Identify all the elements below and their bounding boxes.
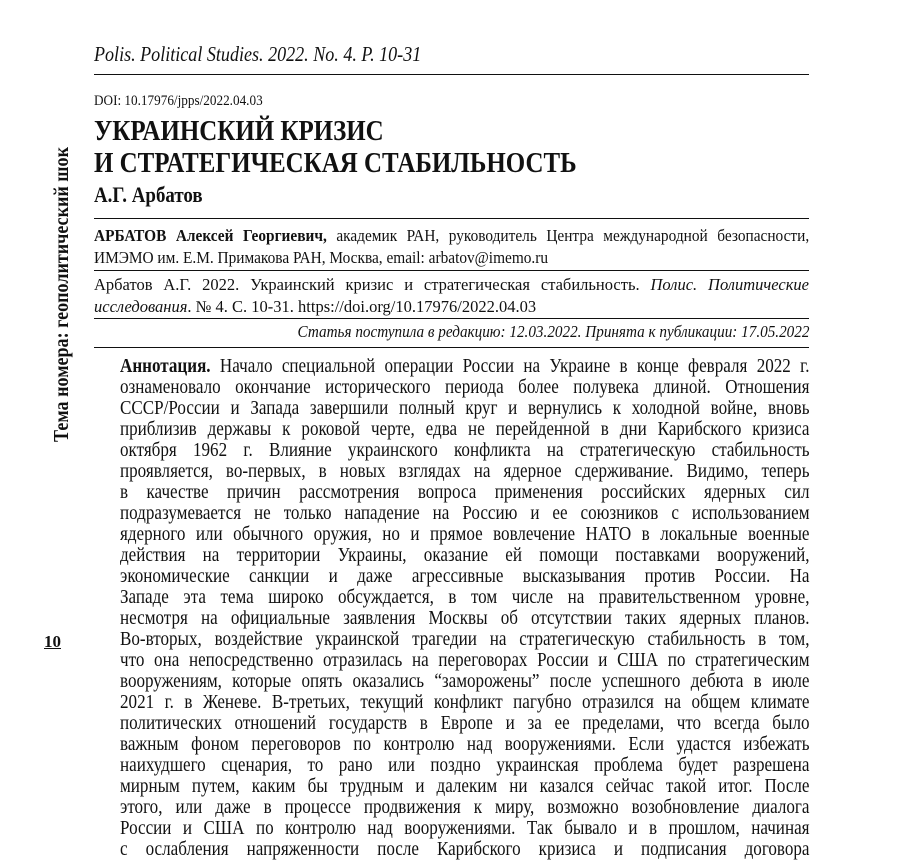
title-line: И СТРАТЕГИЧЕСКАЯ СТАБИЛЬНОСТЬ <box>94 147 577 179</box>
abstract-line: этого, или даже в процессе продвижения к миру, возможно возобновление диалога <box>120 797 810 818</box>
abstract-line: Во-вторых, воздействие украинской трагедии на стратегическую стабильность в том, <box>120 629 810 650</box>
abstract-line: в качестве причин рассмотрения вопроса применения российских ядерных сил <box>120 482 810 503</box>
citation-journal-cont: исследования <box>94 297 188 316</box>
citation-doi-link[interactable]: . № 4. С. 10-31. https://doi.org/10.17976/2022.04.03 <box>187 297 537 316</box>
citation-text: Арбатов А.Г. 2022. Украинский кризис и стратегическая стабильность. <box>94 275 651 294</box>
abstract-body <box>120 377 908 839</box>
abstract-line: мирным путем, каким бы трудным и далеким ни казался сейчас такой итог. После <box>120 776 810 797</box>
citation-journal: Полис. Политические <box>650 275 810 294</box>
abstract-line: вооружениям, которые опять оказались “заморожены” после успешного дебюта в июле <box>120 671 810 692</box>
abstract-line: проявляется, во-первых, в новых взглядах на ядерное сдерживание. Видимо, теперь <box>120 461 810 482</box>
abstract-line: ознаменовало окончание исторического периода более полувека длиной. Отношения <box>120 377 810 398</box>
abstract-line: важным фоном переговоров по контролю над вооружениями. Если удастся избежать <box>120 734 810 755</box>
page-number: 10 <box>44 632 61 651</box>
abstract-line: несмотря на официальные заявления Москвы об отсутствии таких ядерных планов. <box>120 608 810 629</box>
abstract-line: что она непосредственно отразилась на переговорах России и США по стратегическим <box>120 650 810 671</box>
citation-line <box>94 274 809 296</box>
abstract-label: Аннотация. <box>120 356 211 377</box>
rule-above-citation <box>94 270 809 271</box>
affiliation-line-2: ИМЭМО им. Е.М. Примакова РАН, Москва, email: arbatov@imemo.ru <box>94 248 549 267</box>
affiliation-text: академик РАН, руководитель Центра международной безопасности, <box>326 226 810 245</box>
section-title-text: Тема номера: геополитический шок <box>49 147 73 442</box>
article-title <box>94 115 577 179</box>
abstract-text: Начало специальной операции России на Украине в конце февраля 2022 г. <box>210 356 810 377</box>
rule-below-dates <box>94 347 809 348</box>
abstract-line: 2021 г. в Женеве. В-третьих, текущий конфликт пагубно отразился на общем климате <box>120 692 810 713</box>
affiliation-line <box>94 225 809 247</box>
abstract-line: экономические санкции и даже агрессивные высказывания против России. На <box>120 566 810 587</box>
submission-dates: Статья поступила в редакцию: 12.03.2022. Принята к публикации: 17.05.2022 <box>297 322 809 341</box>
abstract-line-cut: с ослабления напряженности после Карибского кризиса и подписания договора <box>120 839 810 860</box>
abstract-line: Западе эта тема широко обсуждается, в том числе на правительственном уровне, <box>120 587 810 608</box>
abstract-line: действия на территории Украины, оказание ей помощи поставками вооружений, <box>120 545 810 566</box>
abstract <box>120 356 908 860</box>
header-rule <box>94 74 809 75</box>
abstract-line <box>120 356 810 377</box>
title-line: УКРАИНСКИЙ КРИЗИС <box>94 115 384 147</box>
doi: DOI: 10.17976/jpps/2022.04.03 <box>94 93 263 109</box>
journal-header: Polis. Political Studies. 2022. No. 4. P. 10-31 <box>94 42 422 66</box>
section-title-vertical <box>48 92 78 442</box>
rule-above-dates <box>94 318 809 319</box>
abstract-line: России и США по контролю над вооружениями. Так бывало и в прошлом, начиная <box>120 818 810 839</box>
author-short: А.Г. Арбатов <box>94 182 203 207</box>
author-full-name: АРБАТОВ Алексей Георгиевич, <box>94 226 327 245</box>
abstract-line: октября 1962 г. Влияние украинского конфликта на стратегическую стабильность <box>120 440 810 461</box>
abstract-line: ядерного или обычного оружия, но и прямое вовлечение НАТО в локальные военные <box>120 524 810 545</box>
abstract-line: подразумевается не только нападение на Россию и ее союзников с использованием <box>120 503 810 524</box>
citation <box>94 274 809 318</box>
abstract-line: СССР/России и Запада завершили полный круг и вернулись к холодной войне, вновь <box>120 398 810 419</box>
citation-line-2 <box>94 296 809 318</box>
author-affiliation <box>94 225 809 269</box>
rule-above-affiliation <box>94 218 809 219</box>
abstract-line: наихудшего сценария, то рано или поздно украинская проблема будет разрешена <box>120 755 810 776</box>
abstract-line: политических отношений государств в Европе и за ее пределами, что всегда было <box>120 713 810 734</box>
abstract-line: приблизив державы к роковой черте, едва не перейденной в дни Карибского кризиса <box>120 419 810 440</box>
